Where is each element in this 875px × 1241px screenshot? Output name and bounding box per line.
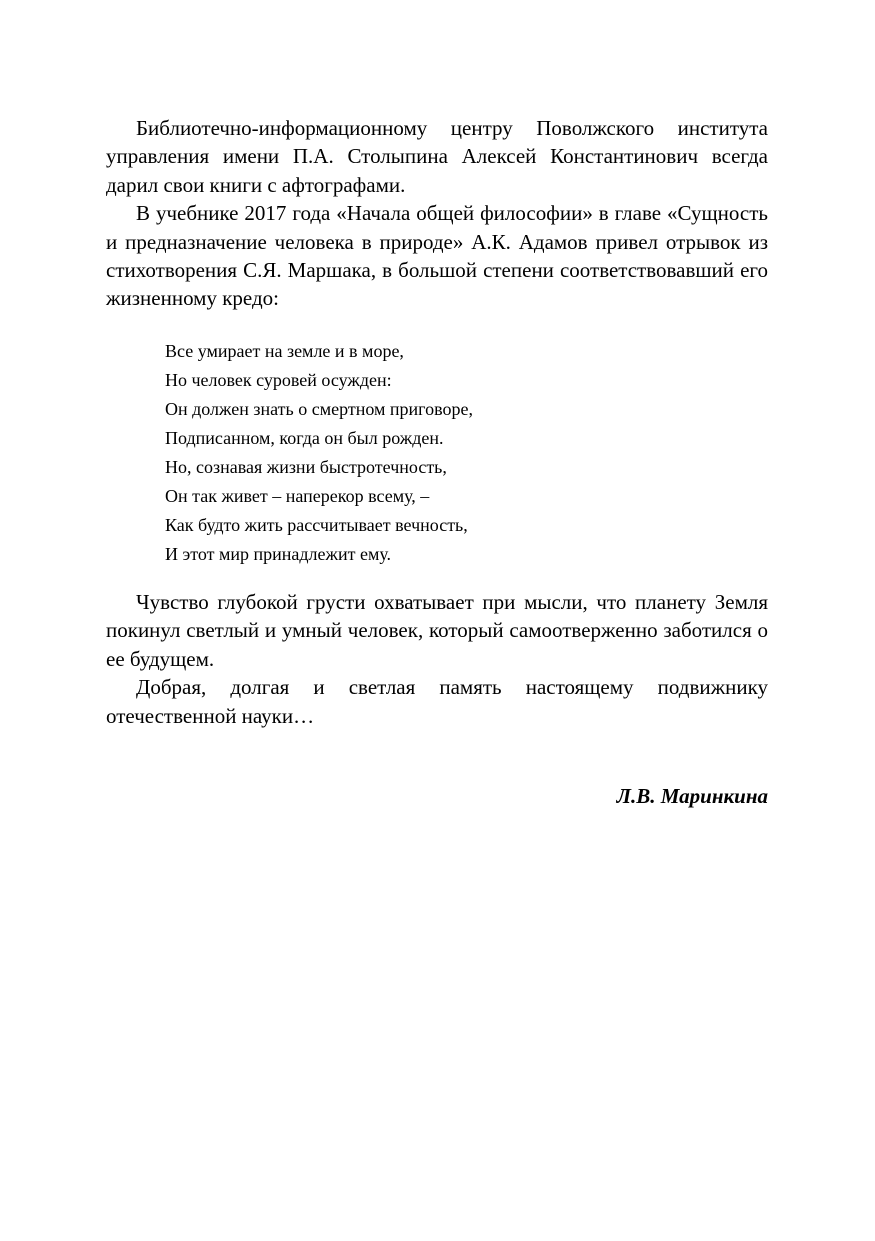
poem-line: Но человек суровей осужден: xyxy=(165,370,392,390)
paragraph-textbook-quote: В учебнике 2017 года «Начала общей философии» в главе «Сущность и предназначение человека в природе» А.К. Адамов привел отрывок из стихотворения С.Я. Маршака, в большой степени соответствовавший его жизненному кредо: xyxy=(106,201,768,311)
author-signature: Л.В. Маринкина xyxy=(616,784,768,808)
poem-excerpt xyxy=(165,337,725,569)
poem-line: И этот мир принадлежит ему. xyxy=(165,544,392,564)
paragraph-library-center: Библиотечно-информационному центру Поволжского института управления имени П.А. Столыпина Алексей Константинович всегда дарил свои книги с афтографами. xyxy=(106,116,768,197)
intro-text xyxy=(106,114,768,313)
poem-line: Он должен знать о смертном приговоре, xyxy=(165,399,473,419)
poem-line: Но, сознавая жизни быстротечность, xyxy=(165,457,447,477)
poem-line: Подписанном, когда он был рожден. xyxy=(165,428,444,448)
poem-line: Он так живет – наперекор всему, – xyxy=(165,486,430,506)
closing-text xyxy=(106,588,768,730)
poem-line: Как будто жить рассчитывает вечность, xyxy=(165,515,468,535)
paragraph-memory: Добрая, долгая и светлая память настоящему подвижнику отечественной науки… xyxy=(106,675,768,728)
poem-line: Все умирает на земле и в море, xyxy=(165,341,404,361)
paragraph-grief: Чувство глубокой грусти охватывает при мысли, что планету Земля покинул светлый и умный человек, который самоотверженно заботился о ее будущем. xyxy=(106,590,768,671)
